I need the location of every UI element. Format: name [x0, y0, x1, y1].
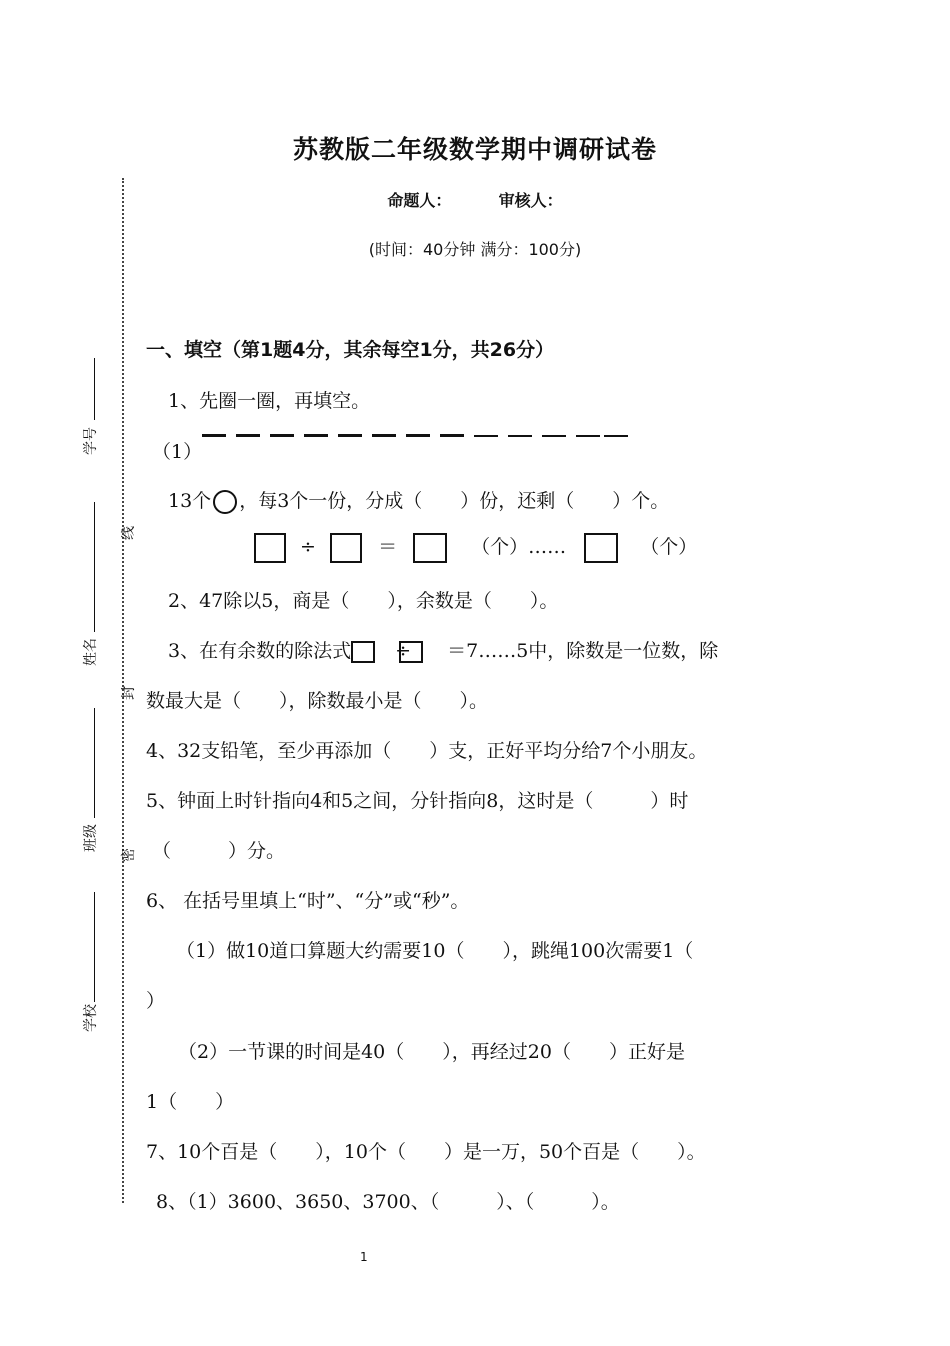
dash-mark [338, 434, 362, 437]
question-7: 7、10个百是（ ），10个（ ）是一万，50个百是（ ）。 [146, 1141, 706, 1163]
answer-box[interactable] [351, 641, 375, 663]
student-no-underline [94, 358, 95, 420]
school-label: 学校 [83, 1004, 99, 1032]
seal-mark-secret: 密 [121, 848, 137, 862]
seal-mark-seal: 封 [121, 686, 137, 700]
answer-box[interactable] [584, 533, 618, 563]
question-2: 2、47除以5，商是（ ），余数是（ ）。 [168, 590, 559, 612]
question-3-line2: 数最大是（ ），除数最小是（ ）。 [146, 690, 489, 712]
question-6-1-line1: （1）做10道口算题大约需要10（ ），跳绳100次需要1（ [176, 940, 694, 962]
dash-mark [604, 435, 628, 437]
dash-mark [270, 434, 294, 437]
question-4: 4、32支铅笔，至少再添加（ ）支，正好平均分给7个小朋友。 [146, 740, 708, 762]
question-6: 6、 在括号里填上“时”、“分”或“秒”。 [146, 890, 470, 912]
question-5-line2: （ ）分。 [152, 840, 286, 862]
dash-mark [236, 434, 260, 437]
school-underline [94, 892, 95, 1002]
dash-mark [474, 435, 498, 437]
dash-mark [440, 434, 464, 437]
dash-mark [576, 435, 600, 437]
answer-box[interactable] [254, 533, 286, 563]
question-3-line1: 3、在有余数的除法式 ÷ ＝7……5中，除数是一位数，除 [168, 640, 719, 662]
answer-box[interactable] [413, 533, 447, 563]
question-1: 1、先圈一圈，再填空。 [168, 390, 371, 412]
page-title: 苏教版二年级数学期中调研试卷 [292, 135, 657, 164]
class-label: 班级 [83, 824, 99, 852]
circle-icon [213, 490, 237, 514]
dash-mark [304, 434, 328, 437]
dash-mark [372, 434, 396, 437]
dash-mark [508, 435, 532, 437]
division-equation: ÷ ＝ （个）…… （个） [254, 532, 697, 563]
class-underline [94, 708, 95, 818]
dash-mark [542, 435, 566, 437]
question-1-part: （1） [152, 441, 203, 463]
dash-mark [202, 434, 226, 437]
name-underline [94, 502, 95, 632]
question-6-1-line2: ） [146, 990, 166, 1012]
answer-box[interactable] [330, 533, 362, 563]
reviewer-label: 审核人： [498, 191, 563, 210]
dash-mark [406, 434, 430, 437]
page-number: 1 [360, 1250, 368, 1264]
question-6-2-line1: （2）一节课的时间是40（ ），再经过20（ ）正好是 [178, 1041, 685, 1063]
setter-label: 命题人： [387, 191, 452, 210]
question-1-line2: 13个 ，每3个一份，分成（ ）份，还剩（ ）个。 [168, 490, 670, 512]
question-8: 8、（1）3600、3650、3700、（ ）、（ ）。 [156, 1191, 620, 1213]
question-5-line1: 5、钟面上时针指向4和5之间，分针指向8，这时是（ ）时 [146, 790, 689, 812]
section-heading: 一、填空（第1题4分，其余每空1分，共26分） [146, 339, 555, 361]
question-6-2-line2: 1（ ） [146, 1091, 235, 1113]
setter-reviewer-line [0, 188, 950, 211]
time-info: (时间：40分钟 满分：100分) [368, 240, 582, 259]
seal-mark-line: 线 [121, 526, 137, 540]
answer-box[interactable] [399, 641, 423, 663]
student-no-label: 学号 [83, 427, 99, 455]
name-label: 姓名 [83, 638, 99, 666]
